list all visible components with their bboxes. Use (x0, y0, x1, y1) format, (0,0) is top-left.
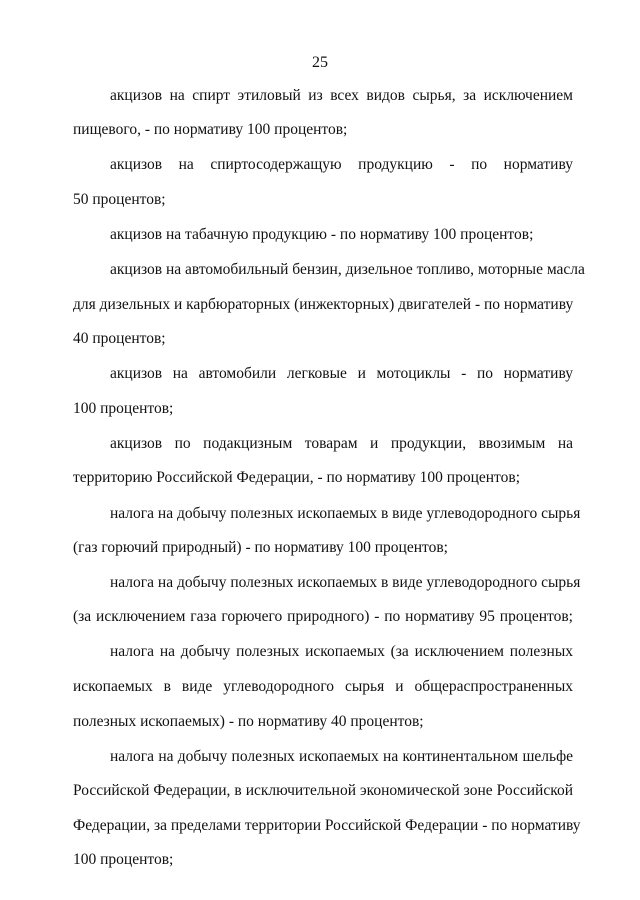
text-line: 40 процентов; (73, 330, 166, 347)
text-line: налога на добычу полезных ископаемых в виде углеводородного сырья (110, 505, 581, 522)
text-line: акцизов по подакцизным товарам и продукции, ввозимым на (110, 435, 573, 452)
text-line: полезных ископаемых) - по нормативу 40 процентов; (73, 713, 424, 730)
text-line: налога на добычу полезных ископаемых в виде углеводородного сырья (110, 574, 581, 591)
text-line: налога на добычу полезных ископаемых на континентальном шельфе (110, 748, 573, 765)
text-line: 100 процентов; (73, 851, 174, 868)
text-line: пищевого, - по нормативу 100 процентов; (73, 121, 348, 138)
text-line: территорию Российской Федерации, - по нормативу 100 процентов; (73, 469, 520, 486)
text-line: акцизов на автомобильный бензин, дизельное топливо, моторные масла (110, 261, 585, 278)
text-line: (за исключением газа горючего природного) - по нормативу 95 процентов; (73, 608, 573, 625)
text-line: Федерации, за пределами территории Российской Федерации - по нормативу (73, 817, 581, 834)
text-line: 50 процентов; (73, 191, 166, 208)
text-line: акцизов на табачную продукцию - по нормативу 100 процентов; (110, 226, 534, 243)
page-number: 25 (312, 54, 328, 71)
text-line: акцизов на спирт этиловый из всех видов сырья, за исключением (110, 87, 573, 104)
text-line: налога на добычу полезных ископаемых (за исключением полезных (110, 643, 573, 660)
text-line: Российской Федерации, в исключительной экономической зоне Российской (73, 782, 573, 799)
text-line: акцизов на автомобили легковые и мотоциклы - по нормативу (110, 365, 573, 382)
text-line: ископаемых в виде углеводородного сырья и общераспространенных (73, 678, 573, 695)
text-line: для дизельных и карбюраторных (инжекторных) двигателей - по нормативу (73, 296, 574, 313)
text-line: акцизов на спиртосодержащую продукцию - по нормативу (110, 156, 573, 173)
text-line: 100 процентов; (73, 400, 174, 417)
text-line: (газ горючий природный) - по нормативу 100 процентов; (73, 539, 448, 556)
